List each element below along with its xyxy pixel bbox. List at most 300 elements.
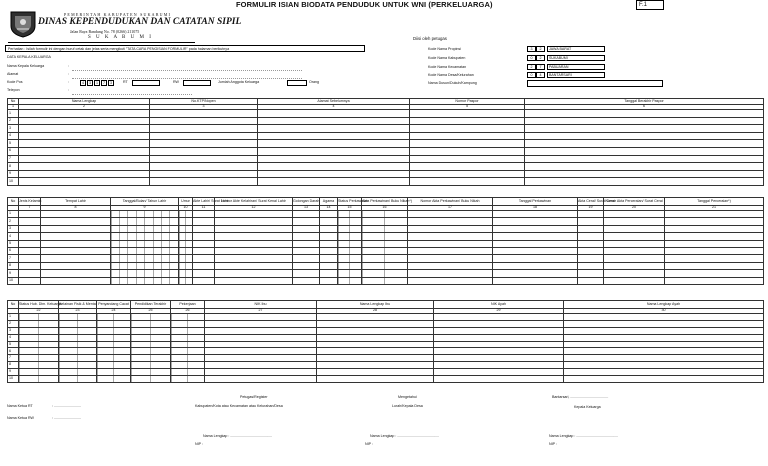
entry-cell[interactable] [525,170,764,178]
entry-cell[interactable] [179,270,193,277]
entry-cell[interactable] [665,247,764,254]
entry-cell[interactable] [362,211,408,218]
entry-cell[interactable] [19,117,150,125]
entry-cell[interactable] [564,327,764,334]
entry-cell[interactable] [525,132,764,140]
entry-cell[interactable] [97,314,131,321]
entry-cell[interactable] [258,110,410,118]
entry-cell[interactable] [19,140,150,148]
entry-cell[interactable] [410,147,525,155]
entry-cell[interactable] [665,270,764,277]
entry-cell[interactable] [320,277,338,284]
entry-cell[interactable] [19,110,150,118]
entry-cell[interactable] [434,369,564,376]
entry-cell[interactable] [59,348,97,355]
postal-digit[interactable]: 3 [89,81,91,85]
entry-cell[interactable] [19,211,41,218]
entry-cell[interactable] [317,341,434,348]
entry-cell[interactable] [19,320,59,327]
entry-cell[interactable] [665,225,764,232]
entry-cell[interactable] [408,218,493,225]
entry-cell[interactable] [179,247,193,254]
entry-cell[interactable] [525,125,764,133]
entry-cell[interactable] [171,314,205,321]
entry-cell[interactable] [19,240,41,247]
entry-cell[interactable] [410,170,525,178]
entry-cell[interactable] [215,240,293,247]
entry-cell[interactable] [434,320,564,327]
entry-cell[interactable] [258,140,410,148]
entry-cell[interactable] [41,270,111,277]
entry-cell[interactable] [362,255,408,262]
entry-cell[interactable] [564,320,764,327]
entry-cell[interactable] [215,255,293,262]
entry-cell[interactable] [111,211,179,218]
entry-cell[interactable] [97,341,131,348]
entry-cell[interactable] [665,218,764,225]
entry-cell[interactable] [604,255,665,262]
entry-cell[interactable] [293,218,320,225]
entry-cell[interactable] [258,163,410,171]
entry-cell[interactable] [434,355,564,362]
entry-cell[interactable] [317,348,434,355]
entry-cell[interactable] [338,218,362,225]
entry-cell[interactable] [205,369,317,376]
entry-cell[interactable] [408,262,493,269]
entry-cell[interactable] [171,376,205,383]
entry-cell[interactable] [150,117,258,125]
entry-cell[interactable] [410,163,525,171]
entry-cell[interactable] [293,240,320,247]
propinsi-name[interactable]: JAWA BARAT [547,46,605,52]
entry-cell[interactable] [205,314,317,321]
entry-cell[interactable] [193,277,215,284]
entry-cell[interactable] [150,163,258,171]
entry-cell[interactable] [320,270,338,277]
entry-cell[interactable] [215,277,293,284]
entry-cell[interactable] [111,240,179,247]
entry-cell[interactable] [111,218,179,225]
entry-cell[interactable] [408,225,493,232]
entry-cell[interactable] [320,255,338,262]
entry-cell[interactable] [293,262,320,269]
entry-cell[interactable] [410,178,525,186]
entry-cell[interactable] [205,327,317,334]
entry-cell[interactable] [19,255,41,262]
entry-cell[interactable] [59,334,97,341]
entry-cell[interactable] [578,277,604,284]
entry-cell[interactable] [258,132,410,140]
address-field[interactable] [72,78,302,79]
entry-cell[interactable] [362,233,408,240]
entry-cell[interactable] [179,225,193,232]
entry-cell[interactable] [150,125,258,133]
kode-kecamatan-field[interactable] [527,64,605,70]
entry-cell[interactable] [564,376,764,383]
entry-cell[interactable] [338,255,362,262]
entry-cell[interactable] [578,270,604,277]
entry-cell[interactable] [493,218,578,225]
entry-cell[interactable] [179,240,193,247]
entry-cell[interactable] [317,314,434,321]
entry-cell[interactable] [111,233,179,240]
entry-cell[interactable] [293,277,320,284]
entry-cell[interactable] [193,211,215,218]
entry-cell[interactable] [408,247,493,254]
entry-cell[interactable] [578,218,604,225]
entry-cell[interactable] [258,155,410,163]
entry-cell[interactable] [19,262,41,269]
code-digit[interactable]: 2 [536,55,545,61]
entry-cell[interactable] [317,376,434,383]
entry-cell[interactable] [434,334,564,341]
entry-cell[interactable] [578,247,604,254]
entry-cell[interactable] [578,225,604,232]
entry-cell[interactable] [564,341,764,348]
entry-cell[interactable] [131,355,171,362]
entry-cell[interactable] [41,240,111,247]
entry-cell[interactable] [19,218,41,225]
entry-cell[interactable] [293,233,320,240]
entry-cell[interactable] [338,211,362,218]
code-digit[interactable]: 0 [527,72,536,78]
entry-cell[interactable] [604,277,665,284]
entry-cell[interactable] [525,147,764,155]
entry-cell[interactable] [59,376,97,383]
entry-cell[interactable] [665,262,764,269]
entry-cell[interactable] [525,155,764,163]
entry-cell[interactable] [293,270,320,277]
head-of-family-field[interactable] [72,70,302,71]
entry-cell[interactable] [665,211,764,218]
entry-cell[interactable] [564,362,764,369]
entry-cell[interactable] [578,233,604,240]
entry-cell[interactable] [19,163,150,171]
entry-cell[interactable] [41,277,111,284]
entry-cell[interactable] [171,362,205,369]
entry-cell[interactable] [205,376,317,383]
entry-cell[interactable] [317,362,434,369]
entry-cell[interactable] [179,218,193,225]
entry-cell[interactable] [564,355,764,362]
entry-cell[interactable] [293,247,320,254]
postal-digit[interactable]: 1 [96,81,98,85]
entry-cell[interactable] [493,247,578,254]
entry-cell[interactable] [215,270,293,277]
entry-cell[interactable] [493,277,578,284]
entry-cell[interactable] [19,314,59,321]
rt-signature-field[interactable]: : ........................... [52,404,81,408]
entry-cell[interactable] [320,211,338,218]
entry-cell[interactable] [97,348,131,355]
postal-code-field[interactable] [80,80,115,86]
entry-cell[interactable] [338,233,362,240]
entry-cell[interactable] [525,163,764,171]
postal-digit[interactable]: 3 [110,81,112,85]
entry-cell[interactable] [150,155,258,163]
entry-cell[interactable] [19,334,59,341]
entry-cell[interactable] [19,147,150,155]
entry-cell[interactable] [604,240,665,247]
entry-cell[interactable] [493,233,578,240]
entry-cell[interactable] [59,341,97,348]
code-digit[interactable]: 3 [527,46,536,52]
entry-cell[interactable] [59,369,97,376]
entry-cell[interactable] [131,369,171,376]
entry-cell[interactable] [293,225,320,232]
entry-cell[interactable] [193,255,215,262]
entry-cell[interactable] [19,132,150,140]
entry-cell[interactable] [131,334,171,341]
entry-cell[interactable] [493,270,578,277]
entry-cell[interactable] [525,117,764,125]
entry-cell[interactable] [665,255,764,262]
entry-cell[interactable] [320,240,338,247]
entry-cell[interactable] [193,247,215,254]
entry-cell[interactable] [41,218,111,225]
entry-cell[interactable] [564,334,764,341]
entry-cell[interactable] [362,218,408,225]
entry-cell[interactable] [434,327,564,334]
entry-cell[interactable] [408,240,493,247]
entry-cell[interactable] [179,277,193,284]
entry-cell[interactable] [179,211,193,218]
entry-cell[interactable] [258,170,410,178]
desa-name[interactable]: BANTARSARI [547,72,605,78]
kode-desa-field[interactable] [527,72,605,78]
entry-cell[interactable] [97,355,131,362]
entry-cell[interactable] [493,211,578,218]
entry-cell[interactable] [215,233,293,240]
entry-cell[interactable] [362,247,408,254]
entry-cell[interactable] [493,255,578,262]
entry-cell[interactable] [97,362,131,369]
entry-cell[interactable] [59,314,97,321]
code-digit[interactable]: 0 [527,55,536,61]
entry-cell[interactable] [19,327,59,334]
entry-cell[interactable] [320,233,338,240]
code-digit[interactable]: 4 [536,72,545,78]
entry-cell[interactable] [171,355,205,362]
entry-cell[interactable] [205,334,317,341]
entry-cell[interactable] [604,270,665,277]
entry-cell[interactable] [293,211,320,218]
petugas-name-field[interactable]: Nama Lengkap : .......................................... [203,434,273,438]
entry-cell[interactable] [293,255,320,262]
entry-cell[interactable] [193,270,215,277]
entry-cell[interactable] [41,225,111,232]
entry-cell[interactable] [111,225,179,232]
entry-cell[interactable] [493,262,578,269]
entry-cell[interactable] [525,178,764,186]
entry-cell[interactable] [171,320,205,327]
entry-cell[interactable] [338,225,362,232]
entry-cell[interactable] [338,247,362,254]
postal-digit[interactable]: 4 [82,81,84,85]
entry-cell[interactable] [320,262,338,269]
entry-cell[interactable] [179,262,193,269]
entry-cell[interactable] [41,247,111,254]
entry-cell[interactable] [215,218,293,225]
entry-cell[interactable] [564,369,764,376]
entry-cell[interactable] [205,355,317,362]
entry-cell[interactable] [150,147,258,155]
entry-cell[interactable] [410,132,525,140]
entry-cell[interactable] [493,225,578,232]
rw-field[interactable] [183,80,211,86]
entry-cell[interactable] [338,240,362,247]
code-digit[interactable]: 2 [527,64,536,70]
entry-cell[interactable] [338,262,362,269]
entry-cell[interactable] [362,262,408,269]
entry-cell[interactable] [604,233,665,240]
entry-cell[interactable] [362,270,408,277]
entry-cell[interactable] [493,240,578,247]
entry-cell[interactable] [19,178,150,186]
kecamatan-name[interactable]: PABUARAN [547,64,605,70]
entry-cell[interactable] [131,348,171,355]
entry-cell[interactable] [258,147,410,155]
entry-cell[interactable] [193,262,215,269]
entry-cell[interactable] [320,218,338,225]
entry-cell[interactable] [131,376,171,383]
entry-cell[interactable] [665,240,764,247]
entry-cell[interactable] [171,341,205,348]
phone-field[interactable] [72,94,192,95]
entry-cell[interactable] [179,233,193,240]
entry-cell[interactable] [111,277,179,284]
entry-cell[interactable] [19,125,150,133]
entry-cell[interactable] [111,247,179,254]
members-field[interactable] [287,80,307,86]
entry-cell[interactable] [111,270,179,277]
entry-cell[interactable] [604,211,665,218]
entry-cell[interactable] [362,240,408,247]
entry-cell[interactable] [578,262,604,269]
entry-cell[interactable] [320,225,338,232]
entry-cell[interactable] [193,218,215,225]
entry-cell[interactable] [131,341,171,348]
entry-cell[interactable] [338,270,362,277]
entry-cell[interactable] [19,341,59,348]
entry-cell[interactable] [408,277,493,284]
entry-cell[interactable] [19,270,41,277]
entry-cell[interactable] [434,362,564,369]
postal-digit[interactable]: 7 [103,81,105,85]
entry-cell[interactable] [410,125,525,133]
entry-cell[interactable] [205,320,317,327]
entry-cell[interactable] [59,362,97,369]
entry-cell[interactable] [362,277,408,284]
entry-cell[interactable] [604,225,665,232]
entry-cell[interactable] [215,247,293,254]
entry-cell[interactable] [410,117,525,125]
entry-cell[interactable] [604,262,665,269]
place-date-field[interactable]: Bantarsari, ...................................... [552,395,609,399]
entry-cell[interactable] [258,125,410,133]
kode-propinsi-field[interactable] [527,46,605,52]
entry-cell[interactable] [317,369,434,376]
entry-cell[interactable] [317,327,434,334]
kabupaten-name[interactable]: SUKABUMI [547,55,605,61]
entry-cell[interactable] [205,348,317,355]
entry-cell[interactable] [408,233,493,240]
entry-cell[interactable] [97,334,131,341]
entry-cell[interactable] [59,320,97,327]
lurah-name-field[interactable]: Nama Lengkap : .......................................... [370,434,440,438]
entry-cell[interactable] [604,218,665,225]
entry-cell[interactable] [193,240,215,247]
kode-kabupaten-field[interactable] [527,55,605,61]
entry-cell[interactable] [410,110,525,118]
entry-cell[interactable] [59,355,97,362]
entry-cell[interactable] [578,255,604,262]
entry-cell[interactable] [19,376,59,383]
entry-cell[interactable] [111,255,179,262]
entry-cell[interactable] [193,233,215,240]
entry-cell[interactable] [97,327,131,334]
entry-cell[interactable] [410,155,525,163]
entry-cell[interactable] [205,341,317,348]
entry-cell[interactable] [131,362,171,369]
entry-cell[interactable] [215,211,293,218]
entry-cell[interactable] [59,327,97,334]
entry-cell[interactable] [215,262,293,269]
code-digit[interactable]: 2 [536,46,545,52]
entry-cell[interactable] [179,255,193,262]
entry-cell[interactable] [408,255,493,262]
entry-cell[interactable] [19,348,59,355]
entry-cell[interactable] [258,117,410,125]
entry-cell[interactable] [410,140,525,148]
entry-cell[interactable] [525,140,764,148]
entry-cell[interactable] [258,178,410,186]
entry-cell[interactable] [408,211,493,218]
entry-cell[interactable] [19,355,59,362]
entry-cell[interactable] [320,247,338,254]
entry-cell[interactable] [97,376,131,383]
rt-field[interactable] [132,80,160,86]
entry-cell[interactable] [19,369,59,376]
entry-cell[interactable] [131,320,171,327]
entry-cell[interactable] [205,362,317,369]
entry-cell[interactable] [578,240,604,247]
entry-cell[interactable] [317,355,434,362]
entry-cell[interactable] [97,369,131,376]
entry-cell[interactable] [41,211,111,218]
entry-cell[interactable] [111,262,179,269]
entry-cell[interactable] [338,277,362,284]
entry-cell[interactable] [41,255,111,262]
entry-cell[interactable] [19,155,150,163]
entry-cell[interactable] [434,376,564,383]
entry-cell[interactable] [193,225,215,232]
entry-cell[interactable] [317,320,434,327]
entry-cell[interactable] [434,314,564,321]
entry-cell[interactable] [408,270,493,277]
entry-cell[interactable] [19,277,41,284]
kepala-name-field[interactable]: Nama Lengkap : .......................................... [549,434,619,438]
entry-cell[interactable] [171,369,205,376]
entry-cell[interactable] [19,233,41,240]
entry-cell[interactable] [19,362,59,369]
entry-cell[interactable] [434,348,564,355]
entry-cell[interactable] [131,314,171,321]
entry-cell[interactable] [434,341,564,348]
entry-cell[interactable] [317,334,434,341]
entry-cell[interactable] [171,327,205,334]
entry-cell[interactable] [131,327,171,334]
